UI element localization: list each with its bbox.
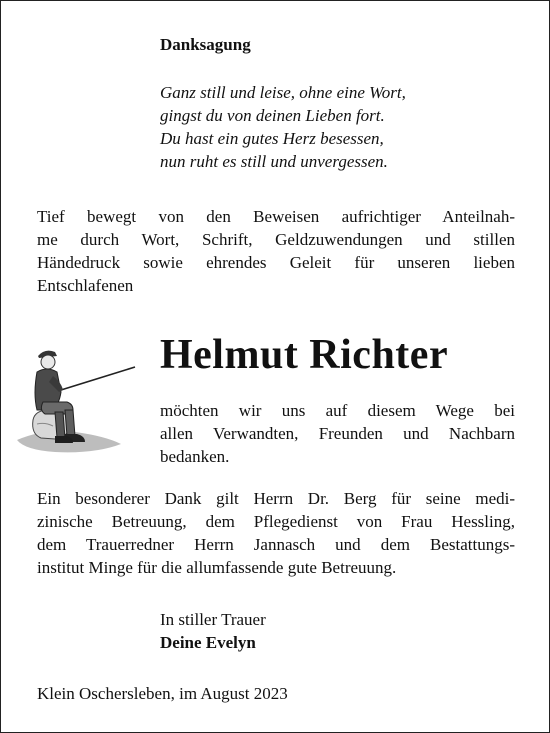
place-and-date: Klein Oschersleben, im August 2023 xyxy=(37,684,288,703)
closing-signature xyxy=(160,608,266,654)
text-line: Ein besonderer Dank gilt Herrn Dr. Berg für seine medi- xyxy=(37,489,515,508)
text-line: Händedruck sowie ehrendes Geleit für unseren lieben xyxy=(37,253,515,272)
text-line: Entschlafenen xyxy=(37,276,134,295)
poem-line: nun ruht es still und unvergessen. xyxy=(160,152,388,171)
thanks-paragraph-recipients xyxy=(160,399,515,468)
poem-line: gingst du von deinen Lieben fort. xyxy=(160,106,385,125)
text-line: me durch Wort, Schrift, Geldzuwendungen und stillen xyxy=(37,230,515,249)
notice-heading: Danksagung xyxy=(160,35,251,54)
closing-line: In stiller Trauer xyxy=(160,610,266,629)
text-line: bedanken. xyxy=(160,447,230,466)
signer-name: Deine Evelyn xyxy=(160,633,256,652)
poem-line: Ganz still und leise, ohne eine Wort, xyxy=(160,83,406,102)
text-line: dem Trauerredner Herrn Jannasch und dem Bestattungs- xyxy=(37,535,515,554)
deceased-name: Helmut Richter xyxy=(160,332,449,378)
poem-line: Du hast ein gutes Herz besessen, xyxy=(160,129,384,148)
text-line: möchten wir uns auf diesem Wege bei xyxy=(160,401,515,420)
thanks-paragraph-intro xyxy=(37,205,515,297)
text-line: Tief bewegt von den Beweisen aufrichtiger Anteilnah- xyxy=(37,207,515,226)
text-line: zinische Betreuung, dem Pflegedienst von Frau Hessling, xyxy=(37,512,515,531)
angler-fishing-icon xyxy=(15,344,137,456)
text-line: allen Verwandten, Freunden und Nachbarn xyxy=(160,424,515,443)
memorial-poem xyxy=(160,81,406,173)
text-line: institut Minge für die allumfassende gute Betreuung. xyxy=(37,558,397,577)
thanks-paragraph-special xyxy=(37,487,515,579)
